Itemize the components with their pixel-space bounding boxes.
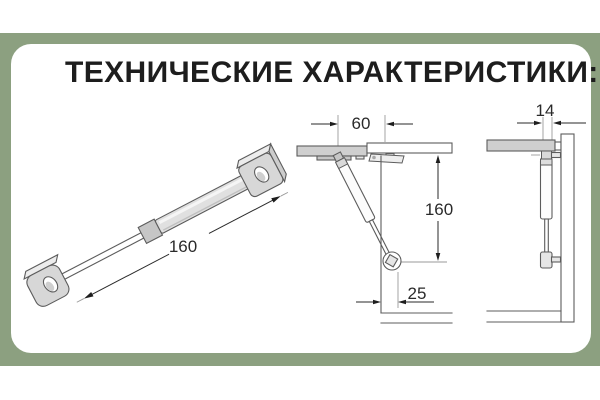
dim-label-strut-length: 160 [168, 237, 198, 256]
strut-rod [57, 230, 148, 281]
dimension-60 [311, 114, 413, 133]
dim-label-14: 14 [535, 101, 555, 120]
dimension-160 [425, 155, 453, 261]
dimension-14 [517, 101, 586, 125]
closed-top-panel [487, 140, 555, 151]
open-view-strut [332, 151, 392, 256]
dim-label-160: 160 [424, 200, 454, 219]
hinge-tab [356, 156, 364, 159]
cabinet-top-panel [367, 143, 452, 153]
corner-joint [555, 142, 561, 150]
flap-open-drawing [297, 114, 453, 323]
strut-end-fitting-bottom [21, 255, 76, 309]
hinge-pivot [372, 156, 376, 160]
gas-strut-drawing [21, 144, 295, 321]
dimension-25 [356, 284, 434, 304]
closed-front-panel [561, 134, 574, 322]
page-title: ТЕХНИЧЕСКИЕ ХАРАКТЕРИСТИКИ: [65, 56, 599, 89]
open-flap-panel [297, 146, 367, 156]
closed-view-strut [541, 151, 561, 268]
flap-closed-drawing [487, 101, 586, 322]
dim-label-25: 25 [407, 284, 427, 303]
dim-label-60: 60 [351, 114, 371, 133]
